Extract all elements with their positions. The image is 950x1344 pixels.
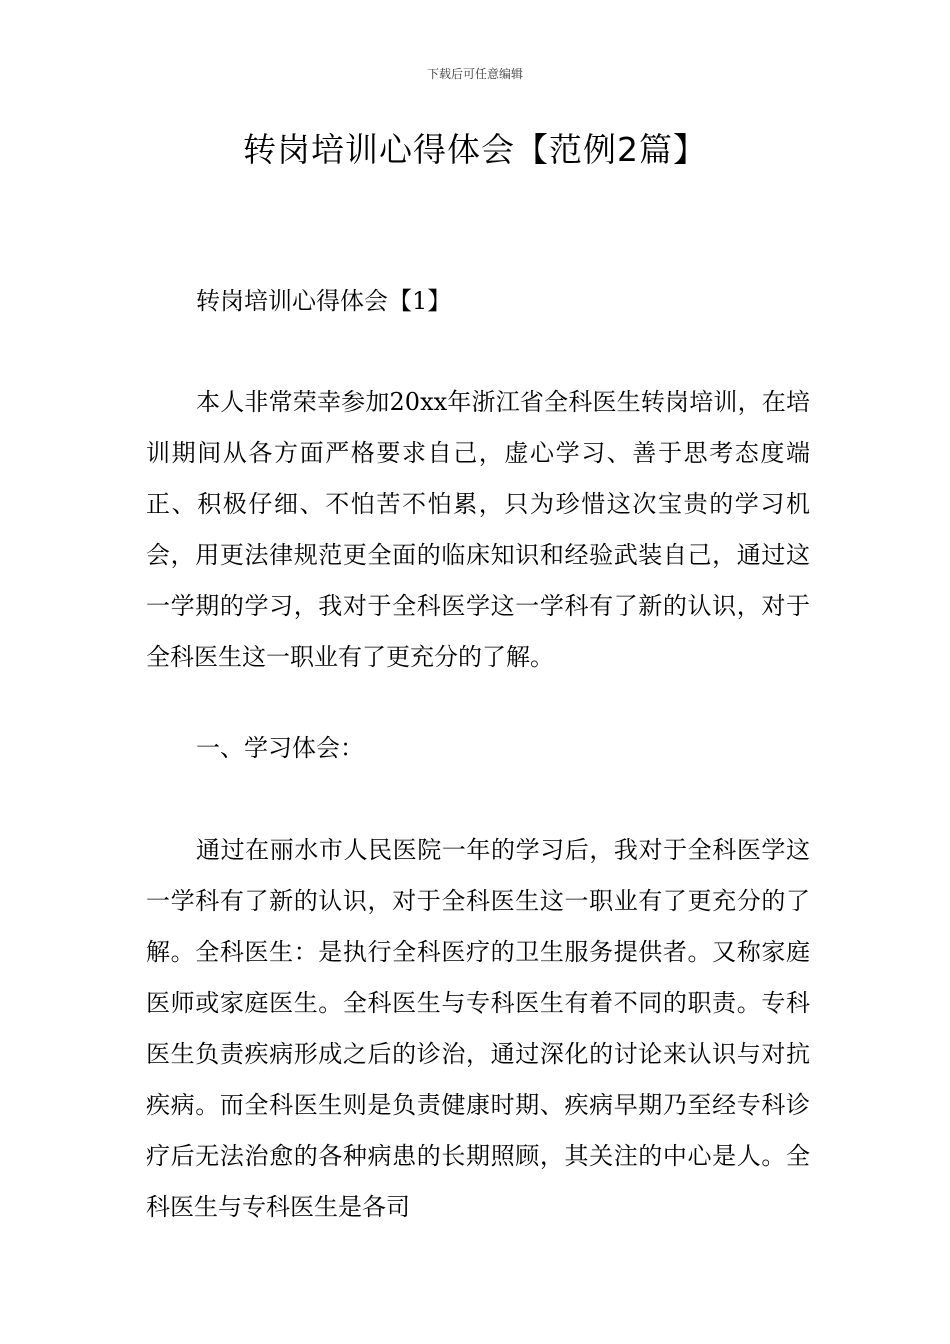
subheading-learning-text: 一、学习体会： [196,734,364,762]
section-title-text: 转岗培训心得体会【1】 [196,287,452,315]
paragraph-learning [146,825,810,1233]
paragraph-intro [146,377,810,683]
subheading-learning [146,723,810,774]
document-title: 转岗培训心得体会【范例2篇】 [243,130,707,169]
paragraph-intro-text: 本人非常荣幸参加20xx年浙江省全科医生转岗培训，在培训期间从各方面严格要求自己，虚心学习、善于思考态度端正、积极仔细、不怕苦不怕累，只为珍惜这次宝贵的学习机会，用更法律规范更全面的临床知识和经验武装自己，通过这一学期的学习，我对于全科医学这一学科有了新的认识，对于全科医生这一职业有了更充分的了解。 [146,388,810,671]
paragraph-learning-text: 通过在丽水市人民医院一年的学习后，我对于全科医学这一学科有了新的认识，对于全科医生这一职业有了更充分的了解。全科医生：是执行全科医疗的卫生服务提供者。又称家庭医师或家庭医生。全科医生与专科医生有着不同的职责。专科医生负责疾病形成之后的诊治，通过深化的讨论来认识与对抗疾病。而全科医生则是负责健康时期、疾病早期乃至经专科诊疗后无法治愈的各种病患的长期照顾，其关注的中心是人。全科医生与专科医生是各司 [146,836,810,1221]
page-header-note: 下载后可任意编辑 [426,67,523,81]
section-title [146,276,810,327]
